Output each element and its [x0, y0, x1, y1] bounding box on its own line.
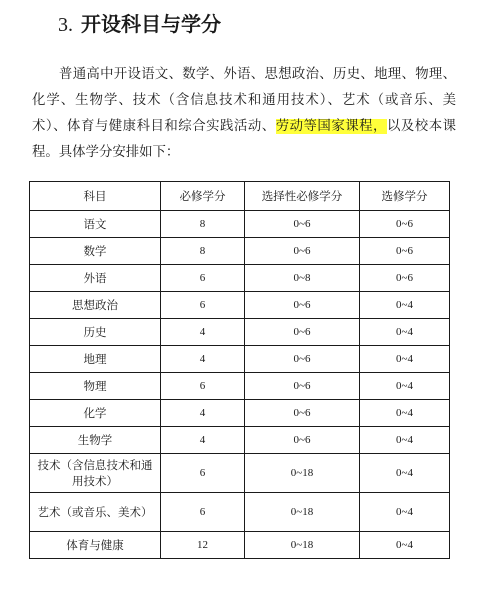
- table-row: [30, 493, 450, 532]
- subject-cell: 语文: [30, 211, 161, 238]
- elective-required-cell: 0~6: [245, 373, 360, 400]
- subject-cell: 地理: [30, 346, 161, 373]
- required-credit-cell: 8: [161, 211, 245, 238]
- credit-table: [29, 181, 450, 559]
- paragraph-text-end: 以及校本课程。具体学分安排如下：: [32, 119, 456, 160]
- table-header-row: [30, 182, 450, 211]
- elective-cell: 0~6: [360, 265, 450, 292]
- elective-cell: 0~4: [360, 493, 450, 532]
- header-subject: 科目: [30, 182, 161, 211]
- header-elective-required-credits: 选择性必修学分: [245, 182, 360, 211]
- elective-required-cell: 0~6: [245, 292, 360, 319]
- required-credit-cell: 4: [161, 427, 245, 454]
- elective-required-cell: 0~18: [245, 532, 360, 559]
- section-number: 3.: [58, 14, 73, 36]
- elective-cell: 0~6: [360, 238, 450, 265]
- elective-cell: 0~4: [360, 427, 450, 454]
- table-row: [30, 346, 450, 373]
- table-row: [30, 373, 450, 400]
- header-required-credits: 必修学分: [161, 182, 245, 211]
- elective-cell: 0~4: [360, 346, 450, 373]
- elective-cell: 0~4: [360, 400, 450, 427]
- subject-cell: 物理: [30, 373, 161, 400]
- section-title: 开设科目与学分: [81, 12, 221, 36]
- elective-required-cell: 0~18: [245, 454, 360, 493]
- elective-required-cell: 0~6: [245, 346, 360, 373]
- table-row: [30, 532, 450, 559]
- elective-cell: 0~6: [360, 211, 450, 238]
- elective-required-cell: 0~18: [245, 493, 360, 532]
- required-credit-cell: 6: [161, 454, 245, 493]
- elective-cell: 0~4: [360, 373, 450, 400]
- elective-cell: 0~4: [360, 454, 450, 493]
- subject-cell: 技术（含信息技术和通用技术）: [30, 454, 161, 493]
- subject-cell: 外语: [30, 265, 161, 292]
- table-row: [30, 211, 450, 238]
- table-row: [30, 454, 450, 493]
- subject-cell: 艺术（或音乐、美术）: [30, 493, 161, 532]
- table-row: [30, 292, 450, 319]
- elective-required-cell: 0~6: [245, 319, 360, 346]
- elective-cell: 0~4: [360, 532, 450, 559]
- table-row: [30, 400, 450, 427]
- elective-required-cell: 0~6: [245, 400, 360, 427]
- required-credit-cell: 4: [161, 346, 245, 373]
- required-credit-cell: 6: [161, 373, 245, 400]
- subject-cell: 生物学: [30, 427, 161, 454]
- paragraph-text-start: 普通高中开设语文、数学、外语、思想政治、历史、地理、物理、化学、生物学、技术（含信息技术和通用技术）、艺术（或音乐、美术）、体育与健康科目和综合实践活动、: [32, 67, 456, 134]
- table-row: [30, 265, 450, 292]
- required-credit-cell: 4: [161, 319, 245, 346]
- table-row: [30, 319, 450, 346]
- elective-cell: 0~4: [360, 292, 450, 319]
- required-credit-cell: 6: [161, 292, 245, 319]
- required-credit-cell: 6: [161, 493, 245, 532]
- subject-cell: 思想政治: [30, 292, 161, 319]
- subject-cell: 数学: [30, 238, 161, 265]
- subject-cell: 体育与健康: [30, 532, 161, 559]
- table-row: [30, 427, 450, 454]
- elective-required-cell: 0~6: [245, 238, 360, 265]
- section-heading: [58, 8, 221, 40]
- subject-cell: 化学: [30, 400, 161, 427]
- required-credit-cell: 8: [161, 238, 245, 265]
- table-row: [30, 238, 450, 265]
- header-elective-credits: 选修学分: [360, 182, 450, 211]
- subject-cell: 历史: [30, 319, 161, 346]
- required-credit-cell: 12: [161, 532, 245, 559]
- highlighted-text: 劳动等国家课程，: [275, 119, 387, 134]
- elective-required-cell: 0~8: [245, 265, 360, 292]
- elective-cell: 0~4: [360, 319, 450, 346]
- elective-required-cell: 0~6: [245, 427, 360, 454]
- elective-required-cell: 0~6: [245, 211, 360, 238]
- required-credit-cell: 6: [161, 265, 245, 292]
- required-credit-cell: 4: [161, 400, 245, 427]
- intro-paragraph: [32, 62, 456, 166]
